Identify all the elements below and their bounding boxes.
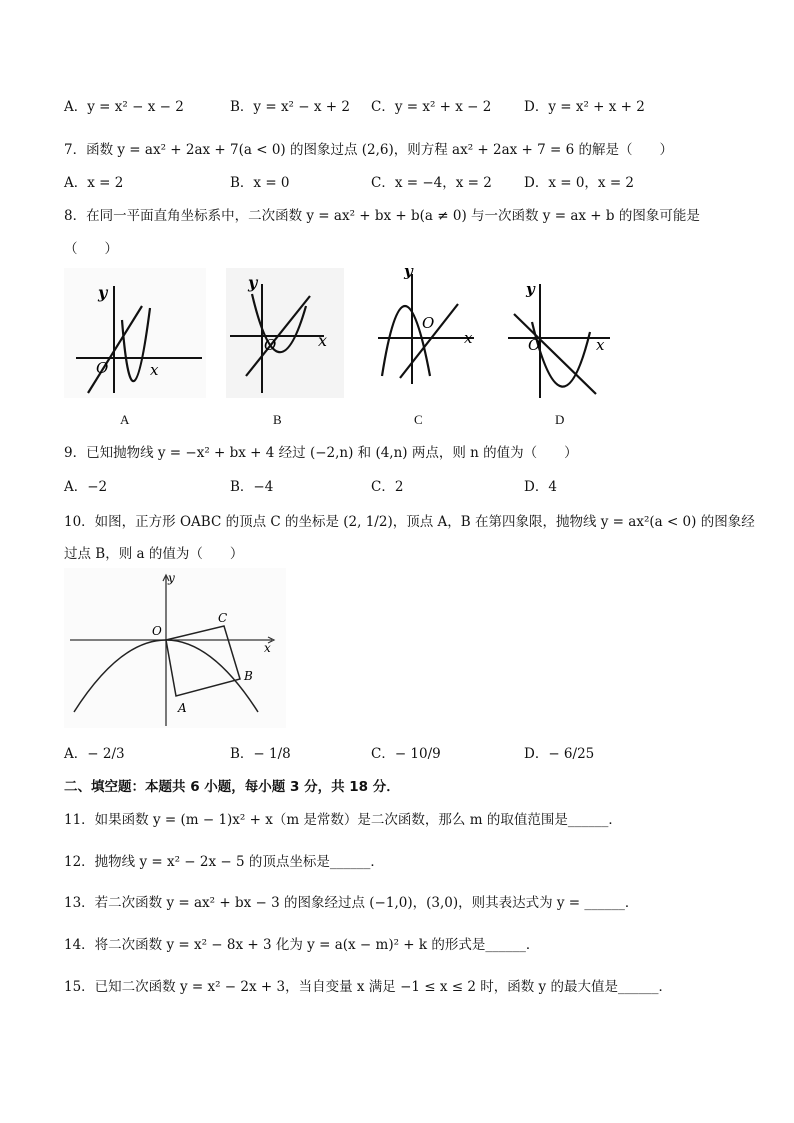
q10-b-label: B [244, 669, 253, 683]
q13-stem: 13．若二次函数 y = ax² + bx − 3 的图象经过点 (−1,0)，(3,0)，则其表达式为 y = ______． [64, 895, 639, 911]
q10-option-a: A．− 2/3 [64, 746, 125, 762]
q8c-origin-label: O [422, 314, 435, 332]
q7-option-c: C．x = −4，x = 2 [371, 175, 492, 191]
q8-stem: 8．在同一平面直角坐标系中，二次函数 y = ax² + bx + b(a ≠ 0) 与一次函数 y = ax + b 的图象可能是 [64, 208, 700, 224]
q10-option-d: D．− 6/25 [524, 746, 595, 762]
q10-a-label: A [178, 701, 187, 715]
q6-option-c: C．y = x² + x − 2 [371, 99, 492, 115]
q8b-y-label: y [248, 273, 258, 292]
q10-x-label: x [264, 641, 271, 655]
q10-o-label: O [152, 624, 162, 638]
q8-paren: （ ） [64, 241, 118, 257]
q10-stem-line2: 过点 B，则 a 的值为（ ） [64, 546, 244, 562]
section-2-heading: 二、填空题：本题共 6 小题，每小题 3 分，共 18 分． [64, 779, 400, 795]
q8-caption-b: B [273, 412, 282, 427]
q8d-y-label: y [526, 280, 535, 298]
q8-graph-b [226, 268, 344, 398]
q10-stem-line1: 10．如图，正方形 OABC 的顶点 C 的坐标是 (2, 1/2)，顶点 A，B 在第四象限，抛物线 y = ax²(a < 0) 的图象经 [64, 514, 755, 530]
q6-option-b: B．y = x² − x + 2 [230, 99, 350, 115]
q12-stem: 12．抛物线 y = x² − 2x − 5 的顶点坐标是______． [64, 854, 384, 870]
q8-caption-a: A [120, 412, 130, 427]
q10-option-c: C．− 10/9 [371, 746, 441, 762]
q11-stem: 11．如果函数 y = (m − 1)x² + x（m 是常数）是二次函数，那么 m 的取值范围是______． [64, 812, 622, 828]
q6-option-a: A．y = x² − x − 2 [64, 99, 184, 115]
q14-stem: 14．将二次函数 y = x² − 8x + 3 化为 y = a(x − m)² + k 的形式是______． [64, 937, 540, 953]
q15-stem: 15．已知二次函数 y = x² − 2x + 3，当自变量 x 满足 −1 ≤ x ≤ 2 时，函数 y 的最大值是______． [64, 979, 672, 995]
q7-option-b: B．x = 0 [230, 175, 290, 191]
q8a-origin-label: O [96, 359, 109, 377]
q7-option-d: D．x = 0，x = 2 [524, 175, 635, 191]
q10-c-label: C [218, 611, 228, 625]
q9-option-b: B．−4 [230, 479, 274, 495]
q8c-y-label: y [404, 266, 413, 280]
q8b-x-label: x [318, 331, 328, 350]
q8-graph-a [64, 268, 206, 398]
q10-option-b: B．− 1/8 [230, 746, 291, 762]
q10-y-label: y [168, 571, 175, 585]
q8d-origin-label: O [528, 336, 541, 354]
q8d-x-label: x [596, 336, 605, 354]
q10-figure [64, 568, 286, 728]
q9-option-c: C．2 [371, 479, 404, 495]
q8-graph-c [372, 266, 480, 388]
q9-option-d: D．4 [524, 479, 557, 495]
q7-option-a: A．x = 2 [64, 175, 124, 191]
q8c-x-label: x [464, 329, 473, 347]
q7-stem: 7．函数 y = ax² + 2ax + 7(a < 0) 的图象过点 (2,6)，则方程 ax² + 2ax + 7 = 6 的解是（ ） [64, 142, 674, 158]
q8a-y-label: y [98, 283, 108, 302]
q8b-origin-label: O [264, 336, 277, 354]
q8-caption-c: C [414, 412, 423, 427]
q8-graph-d [506, 276, 614, 402]
q8a-x-label: x [150, 361, 159, 379]
q9-option-a: A．−2 [64, 479, 108, 495]
q9-stem: 9．已知抛物线 y = −x² + bx + 4 经过 (−2,n) 和 (4,n) 两点，则 n 的值为（ ） [64, 445, 578, 461]
q6-option-d: D．y = x² + x + 2 [524, 99, 645, 115]
q8-caption-d: D [555, 412, 565, 427]
